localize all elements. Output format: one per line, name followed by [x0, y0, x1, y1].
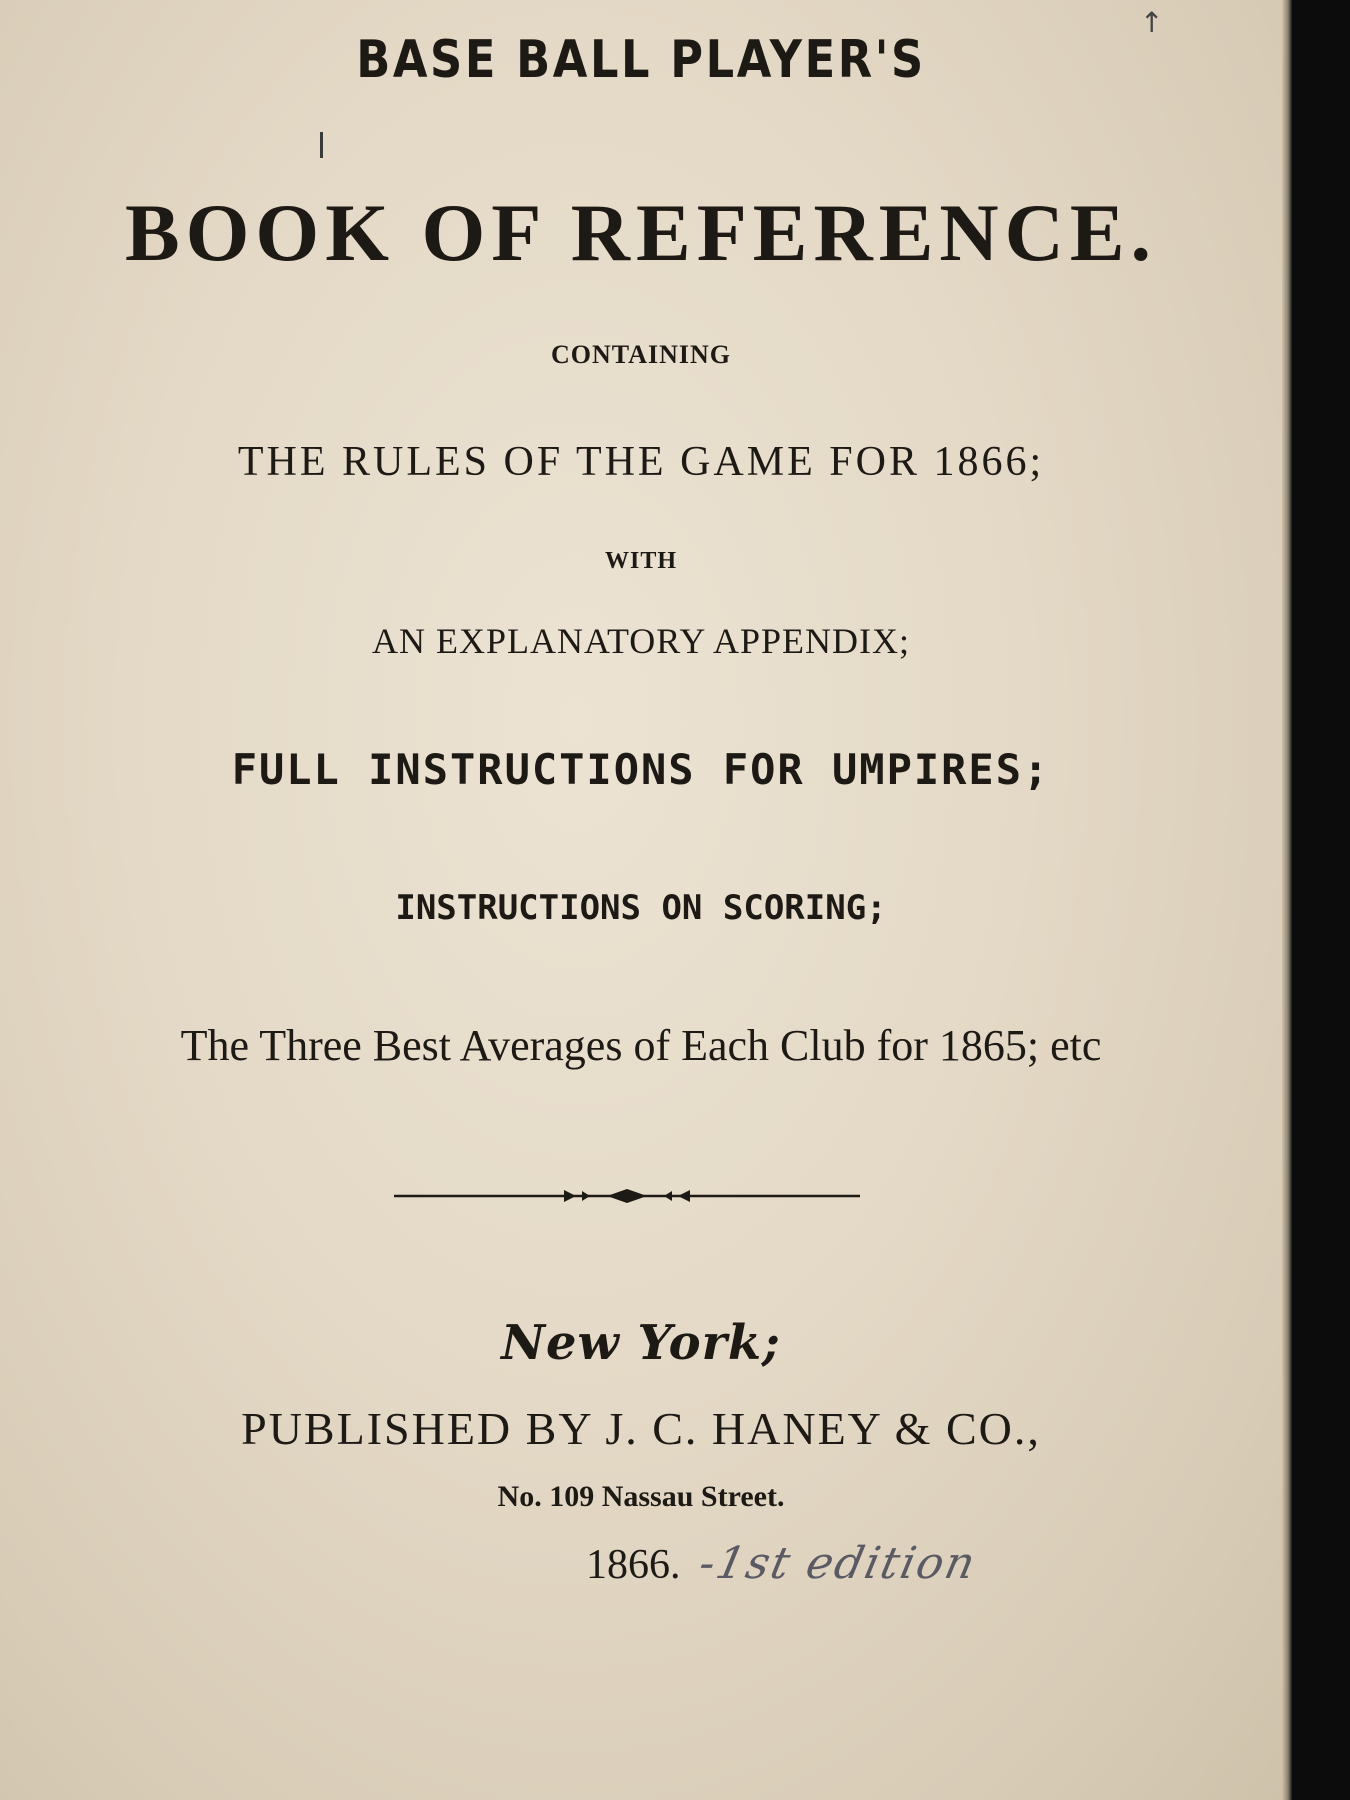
header-title: BASE BALL PLAYER'S — [356, 30, 926, 90]
address-line: No. 109 Nassau Street. — [497, 1480, 785, 1513]
year-row — [586, 1538, 981, 1589]
handwritten-note: -1st edition — [694, 1538, 981, 1589]
with-label: WITH — [604, 548, 677, 574]
publisher-line: PUBLISHED BY J. C. HANEY & CO., — [241, 1403, 1041, 1454]
rules-line: THE RULES OF THE GAME FOR 1866; — [237, 439, 1045, 485]
page-edge — [1282, 0, 1292, 1800]
main-title: BOOK OF REFERENCE. — [124, 187, 1158, 278]
city-line: New York; — [501, 1315, 781, 1371]
scoring-line: INSTRUCTIONS ON SCORING; — [395, 888, 887, 928]
ornamental-divider — [394, 1184, 860, 1208]
publication-year: 1866. — [586, 1542, 681, 1588]
pencil-tick-mark — [320, 132, 323, 158]
umpires-line: FULL INSTRUCTIONS FOR UMPIRES; — [231, 745, 1051, 794]
containing-label: CONTAINING — [551, 340, 731, 369]
appendix-line: AN EXPLANATORY APPENDIX; — [371, 621, 911, 661]
averages-line: The Three Best Averages of Each Club for 1865; etc — [180, 1021, 1102, 1070]
pencil-corner-mark: ↑ — [1140, 6, 1164, 39]
